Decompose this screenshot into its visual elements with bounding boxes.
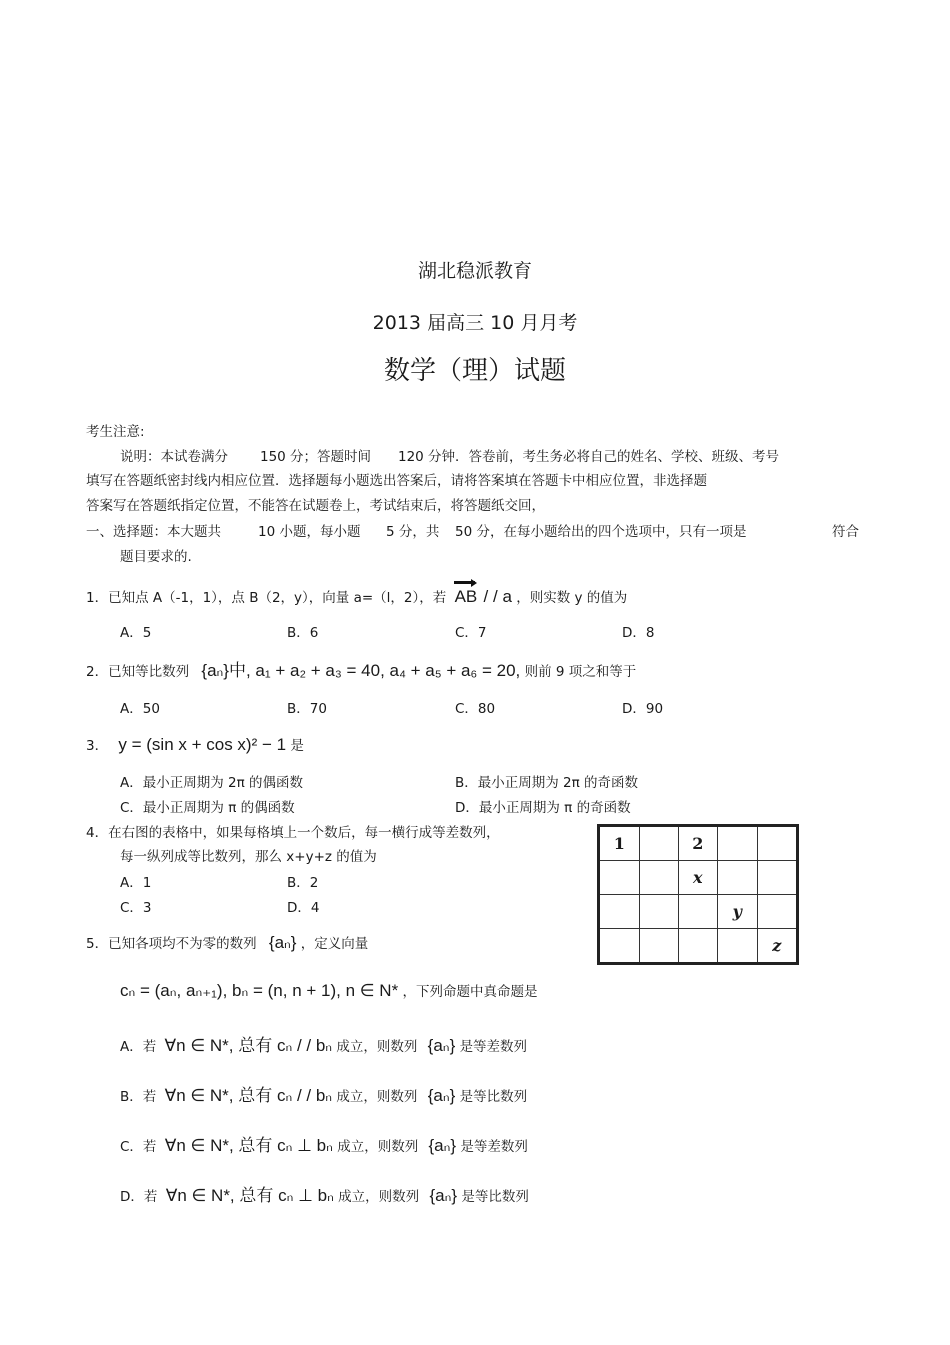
q5-seq: {aₙ} bbox=[268, 933, 297, 952]
grid-cell bbox=[757, 826, 797, 861]
grid-cell bbox=[718, 861, 757, 895]
section1-line2: 题目要求的. bbox=[120, 549, 192, 565]
q2-formula: {aₙ}中, a₁ + a₂ + a₃ = 40, a₄ + a₅ + a₆ = 20, bbox=[201, 661, 521, 680]
q5-option-a bbox=[120, 1031, 527, 1056]
q2-stem-b: 则前 9 项之和等于 bbox=[524, 664, 637, 680]
q5-a-formula: ∀n ∈ N*, 总有 cₙ / / bₙ bbox=[164, 1036, 333, 1055]
q3-option-b: B．最小正周期为 2π 的奇函数 bbox=[455, 775, 639, 791]
q5-stem-c: ，下列命题中真命题是 bbox=[402, 984, 538, 1000]
q5-option-d bbox=[120, 1181, 529, 1206]
q5-d-post: 成立，则数列 bbox=[338, 1189, 420, 1205]
q5-a-pre: A．若 bbox=[120, 1039, 157, 1055]
grid-cell bbox=[599, 895, 640, 929]
grid-row bbox=[599, 895, 798, 929]
q5-b-formula: ∀n ∈ N*, 总有 cₙ / / bₙ bbox=[164, 1086, 333, 1105]
q1-stem bbox=[86, 586, 627, 607]
grid-cell bbox=[639, 826, 678, 861]
q4-line1: 4．在右图的表格中，如果每格填上一个数后，每一横行成等差数列， bbox=[86, 825, 500, 841]
q5-a-post: 成立，则数列 bbox=[336, 1039, 418, 1055]
q3-stem bbox=[86, 734, 304, 755]
grid-cell-z: z bbox=[757, 929, 797, 964]
q5-definition bbox=[120, 980, 537, 1001]
q3-option-d: D．最小正周期为 π 的奇函数 bbox=[455, 800, 631, 816]
q3-option-c: C．最小正周期为 π 的偶函数 bbox=[120, 800, 295, 816]
section1-e: 符合 bbox=[832, 524, 859, 540]
q2-stem-a: 2．已知等比数列 bbox=[86, 664, 190, 680]
grid-row bbox=[599, 861, 798, 895]
grid-cell bbox=[757, 861, 797, 895]
section1-d: 50 分，在每小题给出的四个选项中，只有一项是 bbox=[455, 524, 747, 540]
q5-d-seq: {aₙ} bbox=[429, 1186, 458, 1205]
q1-parallel: / / a bbox=[483, 587, 512, 606]
grid-cell bbox=[599, 929, 640, 964]
section1-a: 一、选择题：本大题共 bbox=[86, 524, 221, 540]
notice-line2: 填写在答题纸密封线内相应位置．选择题每小题选出答案后，请将答案填在答题卡中相应位置，非选择题 bbox=[86, 473, 707, 489]
subject-title: 数学（理）试题 bbox=[383, 356, 566, 386]
q4-option-a: A．1 bbox=[120, 875, 152, 891]
grid-cell-y: y bbox=[718, 895, 757, 929]
q1-option-b: B．6 bbox=[287, 625, 319, 641]
q5-stem-b: ，定义向量 bbox=[300, 936, 369, 952]
q1-stem-b: ，则实数 y 的值为 bbox=[516, 590, 628, 606]
q4-option-c: C．3 bbox=[120, 900, 152, 916]
q3-formula: y = (sin x + cos x)² − 1 bbox=[118, 735, 287, 754]
q4-number-grid bbox=[597, 824, 799, 965]
grid-cell bbox=[639, 929, 678, 964]
q2-stem bbox=[86, 656, 636, 681]
org-title: 湖北稳派教育 bbox=[417, 260, 532, 282]
q5-c-end: 是等差数列 bbox=[460, 1139, 528, 1155]
grid-cell bbox=[678, 929, 718, 964]
grid-cell: 1 bbox=[599, 826, 640, 861]
grid-row bbox=[599, 826, 798, 861]
q5-c-post: 成立，则数列 bbox=[337, 1139, 419, 1155]
q5-d-formula: ∀n ∈ N*, 总有 cₙ ⊥ bₙ bbox=[165, 1186, 334, 1205]
q1-option-a: A．5 bbox=[120, 625, 152, 641]
q5-c-formula: ∀n ∈ N*, 总有 cₙ ⊥ bₙ bbox=[164, 1136, 333, 1155]
q5-c-pre: C．若 bbox=[120, 1139, 157, 1155]
q5-c-seq: {aₙ} bbox=[428, 1136, 457, 1155]
q5-b-post: 成立，则数列 bbox=[336, 1089, 418, 1105]
grid-cell bbox=[718, 826, 757, 861]
q4-option-b: B．2 bbox=[287, 875, 319, 891]
q5-option-b bbox=[120, 1081, 527, 1106]
q5-b-pre: B．若 bbox=[120, 1089, 157, 1105]
notice-line3: 答案写在答题纸指定位置，不能答在试题卷上，考试结束后，将答题纸交回， bbox=[86, 498, 545, 514]
q4-grid-table bbox=[597, 824, 799, 965]
q3-num: 3． bbox=[86, 738, 109, 754]
q2-option-a: A．50 bbox=[120, 701, 160, 717]
q1-option-d: D．8 bbox=[622, 625, 655, 641]
grid-cell: 2 bbox=[678, 826, 718, 861]
notice-title: 考生注意: bbox=[86, 424, 145, 440]
q5-d-pre: D．若 bbox=[120, 1189, 158, 1205]
grid-cell bbox=[678, 895, 718, 929]
grid-row bbox=[599, 929, 798, 964]
q5-b-end: 是等比数列 bbox=[459, 1089, 528, 1105]
q5-a-end: 是等差数列 bbox=[459, 1039, 528, 1055]
grid-cell bbox=[639, 861, 678, 895]
q5-d-end: 是等比数列 bbox=[461, 1189, 529, 1205]
grid-cell-x: x bbox=[678, 861, 718, 895]
q2-option-c: C．80 bbox=[455, 701, 496, 717]
notice-line1a: 说明：本试卷满分 bbox=[120, 449, 228, 465]
q4-option-d: D．4 bbox=[287, 900, 320, 916]
notice-line1b: 150 分；答题时间 bbox=[260, 449, 372, 465]
section1-c: 5 分，共 bbox=[386, 524, 440, 540]
q1-vector-ab: AB bbox=[454, 587, 478, 606]
q1-option-c: C．7 bbox=[455, 625, 487, 641]
grid-cell bbox=[639, 895, 678, 929]
q1-stem-a: 1．已知点 A（-1，1），点 B（2，y），向量 a=（l，2），若 bbox=[86, 590, 447, 606]
q5-b-seq: {aₙ} bbox=[427, 1086, 456, 1105]
q5-stem bbox=[86, 932, 368, 953]
q3-option-a: A．最小正周期为 2π 的偶函数 bbox=[120, 775, 304, 791]
grid-cell bbox=[599, 861, 640, 895]
q5-def-formula: cₙ = (aₙ, aₙ₊₁), bₙ = (n, n + 1), n ∈ N* bbox=[120, 981, 399, 1000]
notice-line1c: 120 分钟．答卷前，考生务必将自己的姓名、学校、班级、考号 bbox=[398, 449, 780, 465]
q5-stem-a: 5．已知各项均不为零的数列 bbox=[86, 936, 257, 952]
exam-title: 2013 届高三 10 月月考 bbox=[372, 312, 578, 334]
section1-b: 10 小题，每小题 bbox=[258, 524, 361, 540]
grid-cell bbox=[757, 895, 797, 929]
q2-option-d: D．90 bbox=[622, 701, 664, 717]
q5-option-c bbox=[120, 1131, 528, 1156]
q3-stem-b: 是 bbox=[290, 738, 304, 754]
grid-cell bbox=[718, 929, 757, 964]
q2-option-b: B．70 bbox=[287, 701, 327, 717]
q4-line2: 每一纵列成等比数列，那么 x+y+z 的值为 bbox=[120, 849, 377, 865]
q5-a-seq: {aₙ} bbox=[427, 1036, 456, 1055]
